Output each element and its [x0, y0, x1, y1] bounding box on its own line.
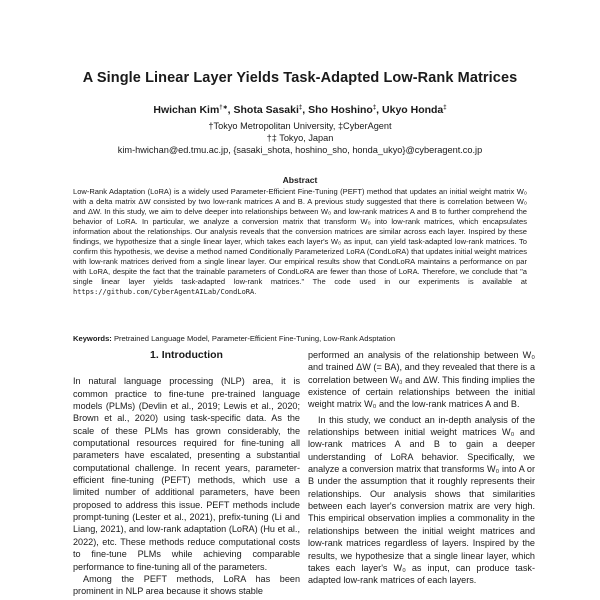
affiliation-line: †Tokyo Metropolitan University, ‡CyberAgent [208, 121, 392, 131]
author-separator: , [227, 104, 234, 116]
author-mark: †∗ [219, 105, 228, 111]
author-emails: kim-hwichan@ed.tmu.ac.jp, {sasaki_shota, hoshino_sho, honda_ukyo}@cyberagent.co.jp [117, 145, 483, 155]
author-mark: ‡ [443, 105, 447, 111]
abstract-period: . [254, 287, 257, 297]
paragraph: In this study, we conduct an in-depth analysis of the relationships between initial weight matrices W₀ and low-rank matrices A and B to gain a deeper understanding of LoRA behavior. Specifically, we analyze a conversion matrix that transforms W₀ into A or B under the assumption that it roughly represents their relationships. Our analysis shows that similarities between each layer's conversion matrix are very high. This empirical observation implies a commonality in the relationships between the initial weight matrices and low-rank matrices regardless of layers. Inspired by the results, we hypothesize that a single linear layer, which takes each layer's W₀ as input, can produce task-adapted low-rank matrices of each layers. [308, 414, 535, 586]
left-column [73, 349, 300, 598]
author-mark: ‡ [298, 105, 303, 111]
keywords-label: Keywords: [73, 334, 112, 343]
paper-title: A Single Linear Layer Yields Task-Adapted Low-Rank Matrices [82, 70, 518, 86]
abstract-heading: Abstract [282, 175, 318, 185]
location-line: †‡ Tokyo, Japan [266, 133, 334, 143]
keywords-line [73, 334, 527, 343]
code-url-link[interactable]: https://github.com/CyberAgentAILab/CondLoRA [73, 288, 255, 297]
author-list [0, 104, 600, 116]
author-separator: , [376, 104, 383, 116]
right-column [308, 349, 535, 587]
author-separator: , [302, 104, 309, 116]
abstract-body [73, 187, 527, 298]
author-name: Sho Hoshino [308, 104, 373, 116]
author-name: Shota Sasaki [233, 104, 299, 116]
paragraph: Among the PEFT methods, LoRA has been prominent in NLP area because it shows stable [73, 573, 300, 597]
author-mark: ‡ [372, 105, 377, 111]
section-heading: 1. Introduction [150, 349, 223, 361]
paragraph: performed an analysis of the relationship between W₀ and trained ΔW (= BA), and they revealed that there is a correlation between W₀ and ΔW. This finding implies the existence of certain relationships between the initial weight matrix W₀ and the low-rank matrices A and B. [308, 350, 535, 410]
paragraph: In natural language processing (NLP) area, it is common practice to fine-tune pre-trained language models (PLMs) (Devlin et al., 2019; Lewis et al., 2020; Brown et al., 2020) using task-specific data. As the scale of these PLMs has grown considerably, the computational resources required for fine-tuning all parameters have escalated, presenting a substantial computational challenge. In recent years, parameter-efficient fine-tuning (PEFT) methods, which use a limited number of additional parameters, have been proposed to address this issue. PEFT methods include prompt-tuning (Lester et al., 2021), prefix-tuning (Li and Liang, 2021), and low-rank adaptation (LoRA) (Hu et al., 2022), etc. These methods reduce computational costs to fine-tune PLMs while achieving comparable performance to fine-tuning all of the parameters. [73, 376, 300, 572]
author-name: Ukyo Honda [382, 104, 444, 116]
abstract-text: Low-Rank Adaptation (LoRA) is a widely used Parameter-Efficient Fine-Tuning (PEFT) method that updates an initial weight matrix W₀ with a delta matrix ΔW consisted by two low-rank matrices A and B. A previous study suggested that there is correlation between W₀ and ΔW. In this study, we aim to delve deeper into relationships between W₀ and low-rank matrices A and B to further comprehend the behavior of LoRA. In particular, we analyze a conversion matrix that transform W₀ into low-rank matrices, which encapsulates information about the relationships. Our analysis reveals that the conversion matrices are similar across each layer. Inspired by these findings, we hypothesize that a single linear layer, which takes each layer's W₀ as input, can yield task-adapted low-rank matrices. To confirm this hypothesis, we devise a method named Conditionally Parameterized LoRA (CondLoRA) that updates initial weight matrices with low-rank matrices derived from a single linear layer. Our empirical results show that CondLoRA maintains a performance on par with LoRA, despite the fact that the trainable parameters of CondLoRA are fewer than those of LoRA. Therefore, we conclude that "a single linear layer yields task-adapted low-rank matrices." The code used in our experiments is available at [73, 187, 527, 287]
keywords-text: Pretrained Language Model, Parameter-Efficient Fine-Tuning, Low-Rank Adsptation [111, 334, 396, 343]
author-name: Hwichan Kim [153, 104, 220, 116]
